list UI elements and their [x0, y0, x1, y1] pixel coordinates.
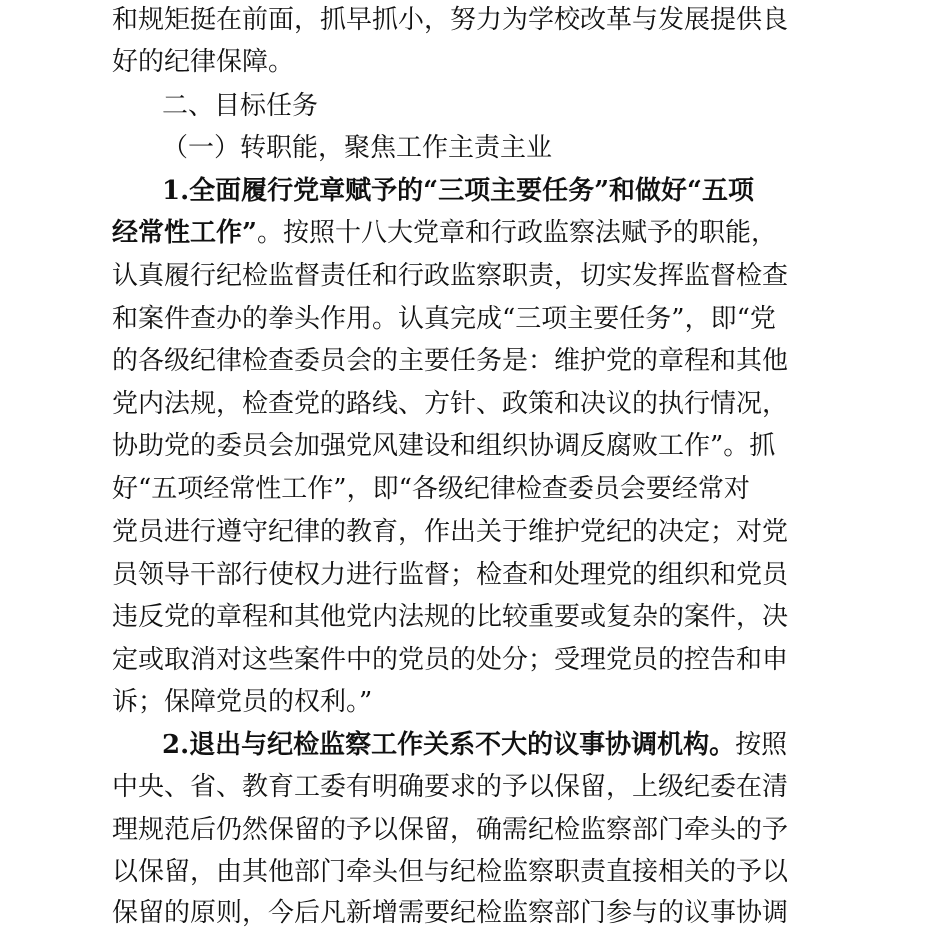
- item1-body-line: 的各级纪律检查委员会的主要任务是：维护党的章程和其他: [112, 346, 789, 376]
- item1-body-line: 认真履行纪检监督责任和行政监察职责，切实发挥监督检查: [112, 261, 789, 291]
- item2-body-line: 保留的原则，今后凡新增需要纪检监察部门参与的议事协调: [112, 898, 789, 928]
- item1-body-line: 诉；保障党员的权利。”: [112, 687, 373, 717]
- item2-body-line: 以保留，由其他部门牵头但与纪检监察职责直接相关的予以: [112, 857, 789, 887]
- intro-line: 和规矩挺在前面，抓早抓小，努力为学校改革与发展提供良: [112, 5, 789, 35]
- subsection-heading: （一）转职能，聚焦工作主责主业: [162, 133, 553, 163]
- item2-body-line: 理规范后仍然保留的予以保留，确需纪检监察部门牵头的予: [112, 815, 789, 845]
- item1-body-line: 违反党的章程和其他党内法规的比较重要或复杂的案件，决: [112, 602, 789, 632]
- item2-body-line: 中央、省、教育工委有明确要求的予以保留，上级纪委在清: [112, 772, 789, 802]
- item2-title-line: [162, 725, 952, 765]
- item1-title-continuation: 经常性工作”: [112, 218, 257, 248]
- intro-line: 好的纪律保障。: [112, 47, 295, 77]
- item1-body-line: 定或取消对这些案件中的党员的处分；受理党员的控告和申: [112, 645, 789, 675]
- item1-title-body-line: [112, 213, 902, 253]
- item1-body-line: 协助党的委员会加强党风建设和组织协调反腐败工作”。抓: [112, 431, 776, 461]
- section-heading: 二、目标任务: [162, 91, 319, 121]
- item1-body-line: 好“五项经常性工作”，即“各级纪律检查委员会要经常对: [112, 474, 750, 504]
- item1-title-line: 1.全面履行党章赋予的“三项主要任务”和做好“五项: [162, 176, 755, 206]
- item2-body-start: 按照: [735, 730, 788, 760]
- item1-body-start: 。按照十八大党章和行政监察法赋予的职能，: [256, 218, 777, 248]
- item1-body-line: 和案件查办的拳头作用。认真完成“三项主要任务”，即“党: [112, 304, 776, 334]
- item1-body-line: 党内法规，检查党的路线、方针、政策和决议的执行情况，: [112, 389, 789, 419]
- item1-body-line: 员领导干部行使权力进行监督；检查和处理党的组织和党员: [112, 560, 789, 590]
- item1-body-line: 党员进行遵守纪律的教育，作出关于维护党纪的决定；对党: [112, 517, 789, 547]
- item2-title: 2.退出与纪检监察工作关系不大的议事协调机构。: [162, 730, 736, 760]
